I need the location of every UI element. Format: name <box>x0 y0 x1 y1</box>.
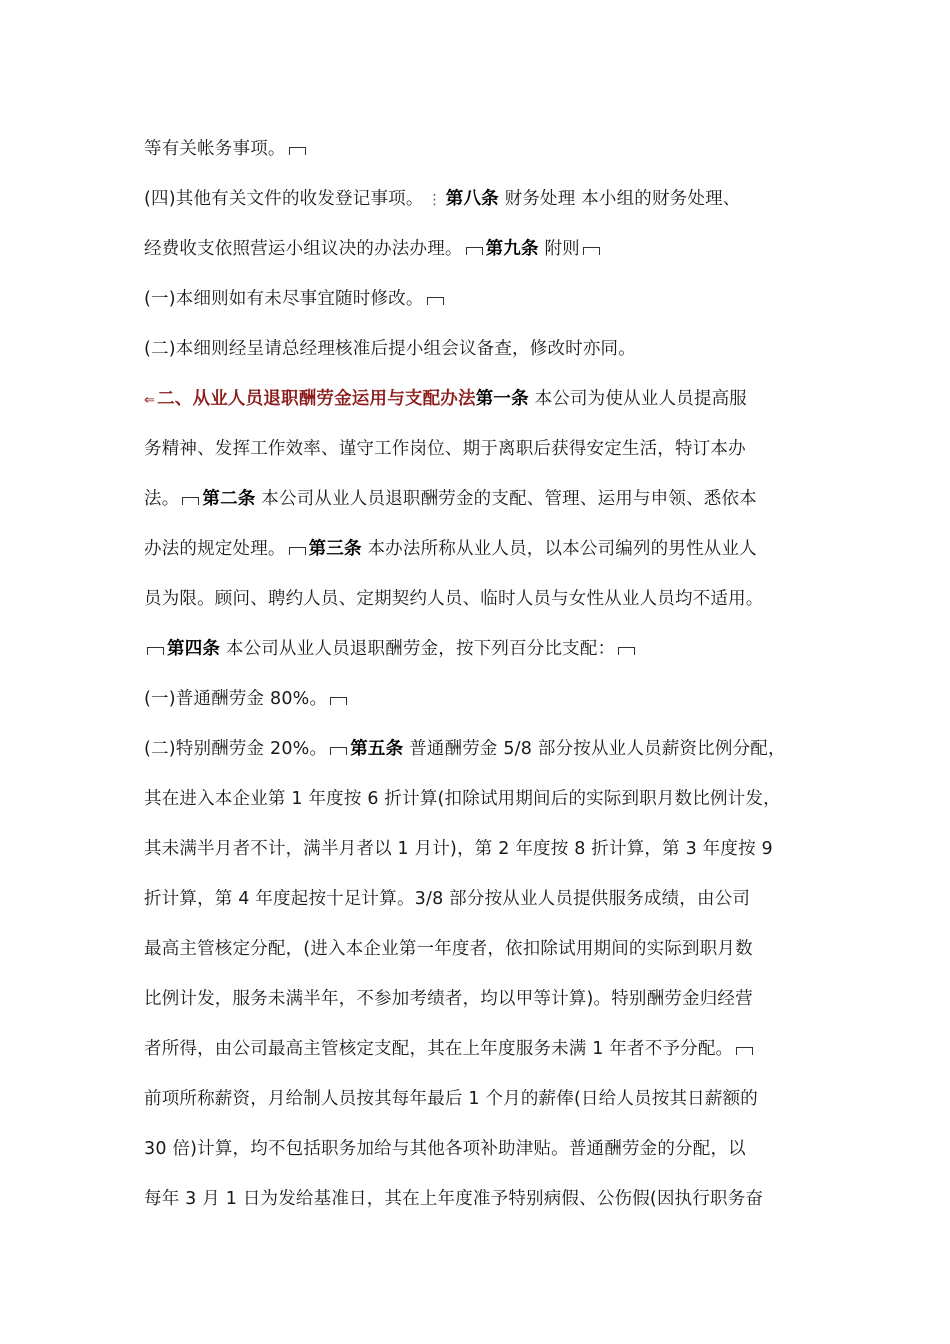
line-text: 者所得，由公司最高主管核定支配，其在上年度服务未满 1 年者不予分配。 <box>144 1039 734 1059</box>
article-heading: 第四条 <box>167 639 221 659</box>
text-line <box>144 386 834 414</box>
paragraph-mark-icon <box>330 747 347 755</box>
text-line <box>144 486 834 512</box>
line-text: 法。 <box>144 489 180 509</box>
text-line <box>144 636 834 662</box>
paragraph-mark-icon <box>182 497 199 505</box>
text-line <box>144 136 834 162</box>
line-text: (一)本细则如有未尽事宜随时修改。 <box>144 289 424 309</box>
line-text: 本公司为使从业人员提高服 <box>528 389 747 409</box>
article-heading: 第三条 <box>308 539 362 559</box>
text-line <box>144 786 834 812</box>
line-text: 比例计发，服务未满半年，不参加考绩者，均以甲等计算)。特别酬劳金归经营 <box>144 989 753 1009</box>
line-text: 其未满半月者不计，满半月者以 1 月计)，第 2 年度按 8 折计算，第 3 年度按 9 <box>144 839 773 859</box>
line-text: 本公司从业人员退职酬劳金的支配、管理、运用与申领、悉依本 <box>255 489 757 509</box>
article-heading: 第一条 <box>475 389 529 409</box>
article-heading: 第八条 <box>445 189 499 209</box>
text-line <box>144 436 834 462</box>
text-line <box>144 586 834 612</box>
text-line <box>144 536 834 562</box>
section-mark-icon: ⇐ <box>144 393 156 408</box>
text-line <box>144 186 834 213</box>
paragraph-mark-icon <box>147 647 164 655</box>
line-text: 其在进入本企业第 1 年度按 6 折计算(扣除试用期间后的实际到职月数比例计发， <box>144 789 781 809</box>
line-text: 办法的规定处理。 <box>144 539 286 559</box>
text-line <box>144 286 834 312</box>
line-text: 最高主管核定分配，(进入本企业第一年度者，依扣除试用期间的实际到职月数 <box>144 939 753 959</box>
line-text: 前项所称薪资，月给制人员按其每年最后 1 个月的薪俸(日给人员按其日薪额的 <box>144 1089 758 1109</box>
colon-mark-icon: ⋮ <box>427 192 442 208</box>
line-text: 每年 3 月 1 日为发给基准日，其在上年度准予特别病假、公伤假(因执行职务奋 <box>144 1189 764 1209</box>
article-heading: 第九条 <box>485 239 539 259</box>
line-text: 本办法所称从业人员，以本公司编列的男性从业人 <box>361 539 757 559</box>
text-line <box>144 736 834 762</box>
paragraph-mark-icon <box>289 147 306 155</box>
line-text: 折计算，第 4 年度起按十足计算。3/8 部分按从业人员提供服务成绩，由公司 <box>144 889 751 909</box>
line-text: 财务处理 本小组的财务处理、 <box>498 189 741 209</box>
text-line <box>144 686 834 712</box>
paragraph-mark-icon <box>330 697 347 705</box>
paragraph-mark-icon <box>427 297 444 305</box>
line-text: (二)特别酬劳金 20%。 <box>144 739 328 759</box>
paragraph-mark-icon <box>289 547 306 555</box>
text-line <box>144 236 834 262</box>
text-line <box>144 836 834 862</box>
paragraph-mark-icon <box>466 247 483 255</box>
paragraph-mark-icon <box>618 647 635 655</box>
line-text: 员为限。顾问、聘约人员、定期契约人员、临时人员与女性从业人员均不适用。 <box>144 589 764 609</box>
line-text: 普通酬劳金 5/8 部分按从业人员薪资比例分配， <box>403 739 786 759</box>
text-line <box>144 336 834 362</box>
text-line <box>144 986 834 1012</box>
article-heading: 第二条 <box>202 489 256 509</box>
article-heading: 第五条 <box>350 739 404 759</box>
line-text: 经费收支依照营运小组议决的办法办理。 <box>144 239 463 259</box>
text-line <box>144 886 834 912</box>
text-line <box>144 1136 834 1162</box>
line-text: 等有关帐务事项。 <box>144 139 286 159</box>
line-text: 附则 <box>538 239 580 259</box>
text-line <box>144 1186 834 1212</box>
text-line <box>144 1036 834 1062</box>
line-text: 务精神、发挥工作效率、谨守工作岗位、期于离职后获得安定生活，特订本办 <box>144 439 746 459</box>
text-line <box>144 1086 834 1112</box>
section-heading: 二、从业人员退职酬劳金运用与支配办法 <box>157 389 476 409</box>
line-text: 本公司从业人员退职酬劳金，按下列百分比支配： <box>220 639 616 659</box>
line-text: (一)普通酬劳金 80%。 <box>144 689 328 709</box>
paragraph-mark-icon <box>736 1047 753 1055</box>
line-text: (四)其他有关文件的收发登记事项。 <box>144 189 424 209</box>
paragraph-mark-icon <box>583 247 600 255</box>
line-text: (二)本细则经呈请总经理核准后提小组会议备查，修改时亦同。 <box>144 339 636 359</box>
text-line <box>144 936 834 962</box>
line-text: 30 倍)计算，均不包括职务加给与其他各项补助津贴。普通酬劳金的分配，以 <box>144 1139 746 1159</box>
